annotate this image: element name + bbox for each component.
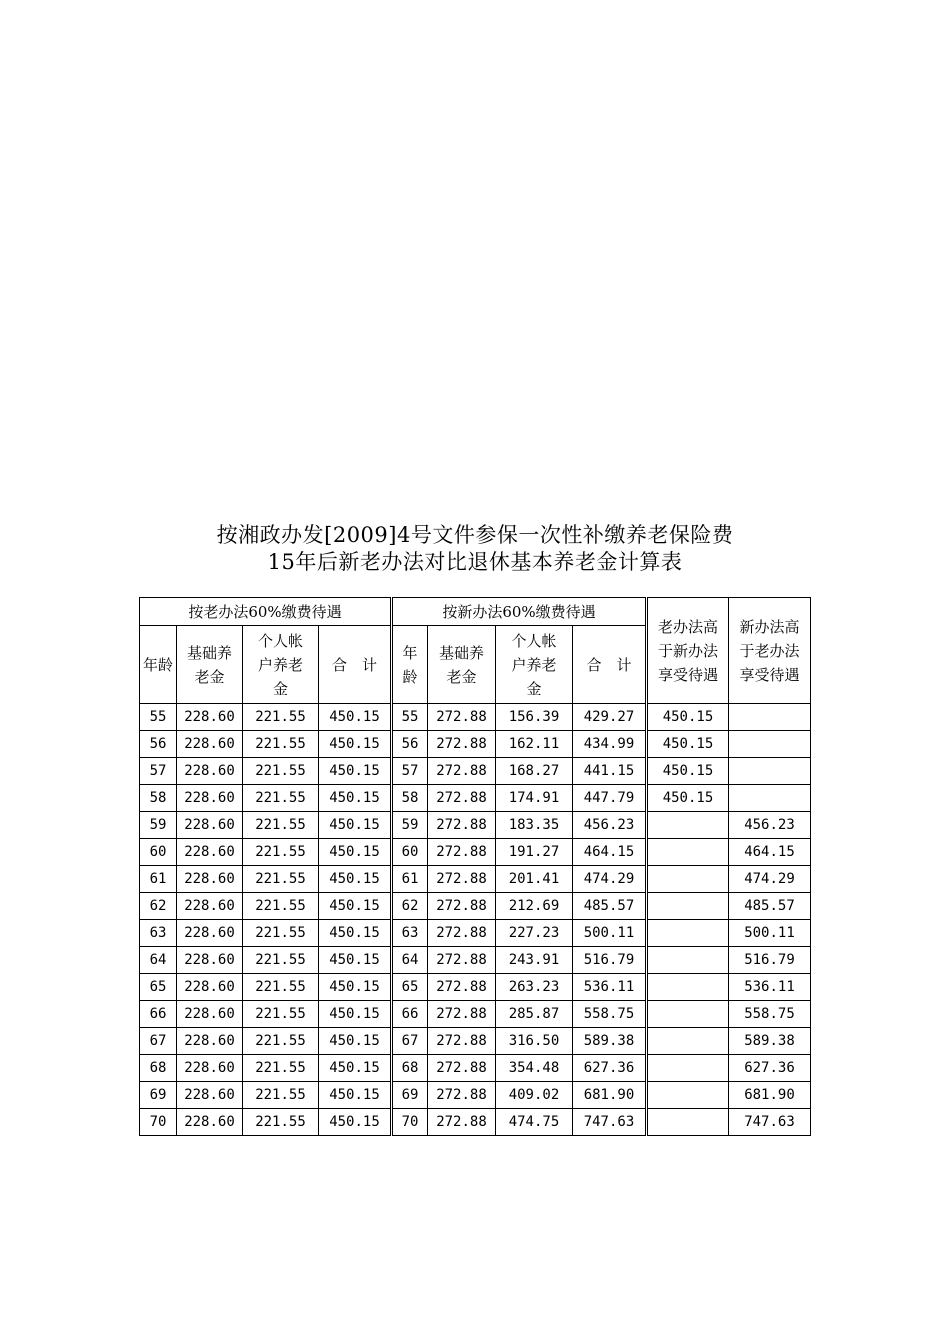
old-higher-cell: [647, 1109, 729, 1136]
table-body: [140, 704, 811, 1136]
old-total-cell: 450.15: [319, 866, 392, 893]
old-basic-cell: 228.60: [177, 866, 243, 893]
old-age-cell: 60: [140, 839, 177, 866]
new-personal-cell: 409.02: [496, 1082, 573, 1109]
new-total-cell: 589.38: [573, 1028, 647, 1055]
old-basic-cell: 228.60: [177, 758, 243, 785]
new-higher-cell: 589.38: [729, 1028, 811, 1055]
new-higher-cell: [729, 704, 811, 731]
old-higher-cell: [647, 1028, 729, 1055]
old-total-cell: 450.15: [319, 731, 392, 758]
old-total-cell: 450.15: [319, 839, 392, 866]
old-total-cell: 450.15: [319, 1001, 392, 1028]
old-age-cell: 55: [140, 704, 177, 731]
old-personal-cell: 221.55: [243, 839, 319, 866]
old-age-cell: 58: [140, 785, 177, 812]
new-basic-cell: 272.88: [428, 758, 496, 785]
old-total-cell: 450.15: [319, 812, 392, 839]
old-higher-cell: [647, 974, 729, 1001]
old-higher-cell: [647, 893, 729, 920]
old-personal-cell: 221.55: [243, 758, 319, 785]
new-higher-cell: 747.63: [729, 1109, 811, 1136]
old-age-cell: 65: [140, 974, 177, 1001]
new-personal-cell: 201.41: [496, 866, 573, 893]
new-higher-cell: [729, 731, 811, 758]
table-row: [140, 947, 811, 974]
new-higher-cell: 516.79: [729, 947, 811, 974]
table-row: [140, 1028, 811, 1055]
old-basic-cell: 228.60: [177, 812, 243, 839]
new-personal-cell: 212.69: [496, 893, 573, 920]
new-personal-cell: 191.27: [496, 839, 573, 866]
old-personal-cell: 221.55: [243, 1055, 319, 1082]
new-higher-cell: 485.57: [729, 893, 811, 920]
new-total-cell: 429.27: [573, 704, 647, 731]
new-personal-cell: 316.50: [496, 1028, 573, 1055]
new-basic-cell: 272.88: [428, 947, 496, 974]
old-higher-cell: [647, 1001, 729, 1028]
new-basic-cell: 272.88: [428, 1109, 496, 1136]
new-total-cell: 464.15: [573, 839, 647, 866]
table-row: [140, 893, 811, 920]
old-total-cell: 450.15: [319, 758, 392, 785]
new-basic-cell: 272.88: [428, 812, 496, 839]
new-age-cell: 58: [392, 785, 428, 812]
new-age-cell: 65: [392, 974, 428, 1001]
old-higher-cell: 450.15: [647, 704, 729, 731]
new-basic-cell: 272.88: [428, 866, 496, 893]
table-row: [140, 839, 811, 866]
new-higher-cell: 558.75: [729, 1001, 811, 1028]
old-personal-cell: 221.55: [243, 893, 319, 920]
new-basic-cell: 272.88: [428, 1055, 496, 1082]
new-basic-cell: 272.88: [428, 893, 496, 920]
old-age-cell: 61: [140, 866, 177, 893]
new-total-cell: 627.36: [573, 1055, 647, 1082]
new-total-cell: 434.99: [573, 731, 647, 758]
new-age-cell: 55: [392, 704, 428, 731]
old-basic-cell: 228.60: [177, 920, 243, 947]
new-personal-cell: 183.35: [496, 812, 573, 839]
old-age-header: 年龄: [140, 626, 177, 704]
old-personal-cell: 221.55: [243, 974, 319, 1001]
old-higher-cell: [647, 947, 729, 974]
new-basic-cell: 272.88: [428, 704, 496, 731]
new-personal-cell: 263.23: [496, 974, 573, 1001]
old-personal-cell: 221.55: [243, 785, 319, 812]
new-age-cell: 60: [392, 839, 428, 866]
table-row: [140, 1001, 811, 1028]
new-total-cell: 474.29: [573, 866, 647, 893]
table-row: [140, 785, 811, 812]
new-basic-cell: 272.88: [428, 785, 496, 812]
new-personal-cell: 162.11: [496, 731, 573, 758]
old-age-cell: 69: [140, 1082, 177, 1109]
table-row: [140, 1082, 811, 1109]
old-higher-cell: 450.15: [647, 731, 729, 758]
table-row: [140, 704, 811, 731]
new-higher-cell: 456.23: [729, 812, 811, 839]
old-higher-cell: 450.15: [647, 758, 729, 785]
old-total-cell: 450.15: [319, 947, 392, 974]
old-basic-cell: 228.60: [177, 785, 243, 812]
table-row: [140, 920, 811, 947]
new-total-cell: 456.23: [573, 812, 647, 839]
old-personal-cell: 221.55: [243, 1028, 319, 1055]
new-total-cell: 747.63: [573, 1109, 647, 1136]
old-age-cell: 66: [140, 1001, 177, 1028]
new-method-group-header: 按新办法60%缴费待遇: [392, 598, 647, 626]
new-personal-cell: 243.91: [496, 947, 573, 974]
new-basic-cell: 272.88: [428, 1082, 496, 1109]
old-age-cell: 57: [140, 758, 177, 785]
old-age-cell: 70: [140, 1109, 177, 1136]
old-basic-cell: 228.60: [177, 704, 243, 731]
old-total-cell: 450.15: [319, 920, 392, 947]
new-personal-cell: 156.39: [496, 704, 573, 731]
old-personal-cell: 221.55: [243, 812, 319, 839]
old-age-cell: 67: [140, 1028, 177, 1055]
new-higher-cell: 500.11: [729, 920, 811, 947]
document-title-line-1: 按湘政办发[2009]4号文件参保一次性补缴养老保险费: [216, 523, 734, 547]
new-age-cell: 70: [392, 1109, 428, 1136]
new-age-header: 年龄: [392, 626, 428, 704]
old-personal-header: 个人帐户养老金: [243, 626, 319, 704]
new-total-cell: 558.75: [573, 1001, 647, 1028]
old-basic-cell: 228.60: [177, 1001, 243, 1028]
new-personal-header: 个人帐户养老金: [496, 626, 573, 704]
new-age-cell: 57: [392, 758, 428, 785]
old-basic-header: 基础养老金: [177, 626, 243, 704]
old-total-cell: 450.15: [319, 1055, 392, 1082]
pension-comparison-table: [139, 597, 811, 1136]
old-higher-cell: 450.15: [647, 785, 729, 812]
new-higher-cell: 627.36: [729, 1055, 811, 1082]
old-basic-cell: 228.60: [177, 947, 243, 974]
new-personal-cell: 354.48: [496, 1055, 573, 1082]
new-basic-cell: 272.88: [428, 731, 496, 758]
table-row: [140, 812, 811, 839]
old-personal-cell: 221.55: [243, 1109, 319, 1136]
old-total-header: 合 计: [319, 626, 392, 704]
old-higher-cell: [647, 866, 729, 893]
new-age-cell: 64: [392, 947, 428, 974]
old-personal-cell: 221.55: [243, 1082, 319, 1109]
old-higher-cell: [647, 1082, 729, 1109]
document-title-line-2: 15年后新老办法对比退休基本养老金计算表: [267, 550, 683, 574]
new-age-cell: 63: [392, 920, 428, 947]
new-higher-cell: [729, 758, 811, 785]
new-total-cell: 681.90: [573, 1082, 647, 1109]
old-higher-cell: [647, 920, 729, 947]
new-age-cell: 67: [392, 1028, 428, 1055]
new-basic-cell: 272.88: [428, 839, 496, 866]
new-basic-cell: 272.88: [428, 920, 496, 947]
old-age-cell: 56: [140, 731, 177, 758]
new-total-cell: 447.79: [573, 785, 647, 812]
old-total-cell: 450.15: [319, 974, 392, 1001]
new-personal-cell: 174.91: [496, 785, 573, 812]
new-age-cell: 69: [392, 1082, 428, 1109]
new-total-cell: 500.11: [573, 920, 647, 947]
old-basic-cell: 228.60: [177, 1055, 243, 1082]
old-basic-cell: 228.60: [177, 1028, 243, 1055]
new-age-cell: 59: [392, 812, 428, 839]
table-row: [140, 731, 811, 758]
old-higher-header: 老办法高于新办法享受待遇: [647, 598, 729, 704]
old-total-cell: 450.15: [319, 704, 392, 731]
new-age-cell: 61: [392, 866, 428, 893]
old-total-cell: 450.15: [319, 893, 392, 920]
old-personal-cell: 221.55: [243, 731, 319, 758]
old-basic-cell: 228.60: [177, 839, 243, 866]
old-higher-cell: [647, 839, 729, 866]
new-basic-cell: 272.88: [428, 1001, 496, 1028]
old-personal-cell: 221.55: [243, 1001, 319, 1028]
old-method-group-header: 按老办法60%缴费待遇: [140, 598, 392, 626]
old-personal-cell: 221.55: [243, 866, 319, 893]
old-basic-cell: 228.60: [177, 974, 243, 1001]
table-row: [140, 974, 811, 1001]
old-total-cell: 450.15: [319, 1082, 392, 1109]
old-total-cell: 450.15: [319, 1109, 392, 1136]
new-higher-cell: [729, 785, 811, 812]
new-age-cell: 68: [392, 1055, 428, 1082]
new-higher-cell: 536.11: [729, 974, 811, 1001]
new-total-cell: 485.57: [573, 893, 647, 920]
old-basic-cell: 228.60: [177, 1082, 243, 1109]
old-age-cell: 62: [140, 893, 177, 920]
new-higher-header: 新办法高于老办法享受待遇: [729, 598, 811, 704]
new-basic-cell: 272.88: [428, 1028, 496, 1055]
new-total-cell: 516.79: [573, 947, 647, 974]
new-personal-cell: 285.87: [496, 1001, 573, 1028]
new-basic-cell: 272.88: [428, 974, 496, 1001]
old-personal-cell: 221.55: [243, 947, 319, 974]
new-basic-header: 基础养老金: [428, 626, 496, 704]
old-age-cell: 59: [140, 812, 177, 839]
table-row: [140, 758, 811, 785]
old-personal-cell: 221.55: [243, 920, 319, 947]
old-higher-cell: [647, 1055, 729, 1082]
new-total-cell: 441.15: [573, 758, 647, 785]
new-higher-cell: 681.90: [729, 1082, 811, 1109]
table-row: [140, 866, 811, 893]
old-total-cell: 450.15: [319, 1028, 392, 1055]
old-total-cell: 450.15: [319, 785, 392, 812]
new-age-cell: 62: [392, 893, 428, 920]
group-header-row: [140, 598, 811, 626]
table-row: [140, 1055, 811, 1082]
new-personal-cell: 168.27: [496, 758, 573, 785]
new-higher-cell: 464.15: [729, 839, 811, 866]
old-basic-cell: 228.60: [177, 893, 243, 920]
old-higher-cell: [647, 812, 729, 839]
new-higher-cell: 474.29: [729, 866, 811, 893]
new-age-cell: 56: [392, 731, 428, 758]
table-row: [140, 1109, 811, 1136]
new-total-cell: 536.11: [573, 974, 647, 1001]
old-basic-cell: 228.60: [177, 731, 243, 758]
old-personal-cell: 221.55: [243, 704, 319, 731]
old-age-cell: 68: [140, 1055, 177, 1082]
new-total-header: 合 计: [573, 626, 647, 704]
new-personal-cell: 227.23: [496, 920, 573, 947]
new-personal-cell: 474.75: [496, 1109, 573, 1136]
new-age-cell: 66: [392, 1001, 428, 1028]
old-basic-cell: 228.60: [177, 1109, 243, 1136]
old-age-cell: 63: [140, 920, 177, 947]
old-age-cell: 64: [140, 947, 177, 974]
